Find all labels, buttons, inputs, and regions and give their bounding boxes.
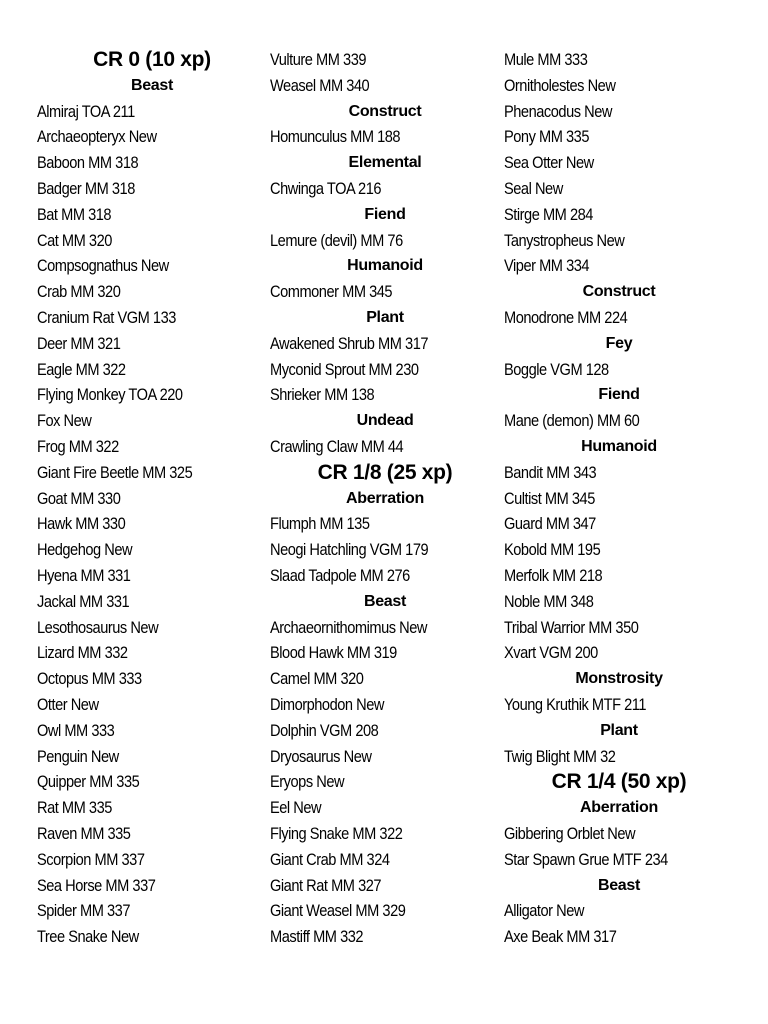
monster-entry [270, 537, 500, 563]
monster-entry-text: Boggle VGM 128 [504, 359, 609, 379]
monster-entry-text: Scorpion MM 337 [37, 849, 145, 869]
monster-entry-text: Phenacodus New [504, 101, 612, 121]
monster-entry [37, 305, 267, 331]
monster-entry-text: Axe Beak MM 317 [504, 927, 617, 947]
monster-entry [504, 228, 734, 254]
cr-heading: CR 1/4 (50 xp) [551, 770, 687, 794]
monster-entry-text: Awakened Shrub MM 317 [270, 333, 429, 353]
monster-entry-text: Baboon MM 318 [37, 153, 139, 173]
monster-entry-text: Crab MM 320 [37, 282, 121, 302]
monster-entry-text: Octopus MM 333 [37, 669, 142, 689]
monster-entry [37, 253, 267, 279]
monster-entry-text: Sea Horse MM 337 [37, 875, 156, 895]
monster-entry-text: Bandit MM 343 [504, 462, 597, 482]
monster-entry-text: Blood Hawk MM 319 [270, 643, 397, 663]
monster-entry [37, 124, 267, 150]
monster-entry [37, 176, 267, 202]
monster-entry [37, 511, 267, 537]
monster-entry [270, 228, 500, 254]
monster-entry [37, 795, 267, 821]
monster-entry [504, 460, 734, 486]
monster-entry-text: Alligator New [504, 901, 584, 921]
monster-entry-text: Ornitholestes New [504, 75, 616, 95]
monster-entry [37, 331, 267, 357]
monster-entry-text: Cat MM 320 [37, 230, 112, 250]
monster-entry-text: Flumph MM 135 [270, 514, 370, 534]
monster-entry-text: Archaeornithomimus New [270, 617, 427, 637]
monster-entry-text: Weasel MM 340 [270, 75, 370, 95]
monster-entry [37, 615, 267, 641]
monster-entry [270, 124, 500, 150]
monster-entry-text: Guard MM 347 [504, 514, 596, 534]
monster-entry [37, 666, 267, 692]
monster-entry-text: Homunculus MM 188 [270, 127, 401, 147]
monster-entry-text: Penguin New [37, 746, 119, 766]
monster-entry-text: Spider MM 337 [37, 901, 130, 921]
monster-entry-text: Otter New [37, 694, 99, 714]
category-heading: Fiend [598, 386, 640, 404]
monster-entry [504, 357, 734, 383]
monster-entry-text: Xvart VGM 200 [504, 643, 598, 663]
monster-entry-text: Eagle MM 322 [37, 359, 126, 379]
monster-entry [37, 563, 267, 589]
monster-entry [37, 924, 267, 950]
monster-entry [504, 589, 734, 615]
monster-entry-text: Shrieker MM 138 [270, 385, 375, 405]
monster-entry-text: Star Spawn Grue MTF 234 [504, 849, 668, 869]
category-heading: Elemental [348, 154, 422, 172]
category-heading: Aberration [346, 489, 424, 507]
monster-entry-text: Raven MM 335 [37, 823, 131, 843]
monster-entry [270, 718, 500, 744]
column-3 [504, 47, 734, 950]
monster-entry [270, 666, 500, 692]
category-heading: Construct [348, 102, 422, 120]
monster-entry-text: Cultist MM 345 [504, 488, 595, 508]
monster-entry-text: Dryosaurus New [270, 746, 372, 766]
monster-entry [504, 150, 734, 176]
monster-entry-text: Kobold MM 195 [504, 540, 601, 560]
monster-entry-text: Deer MM 321 [37, 333, 121, 353]
monster-entry-text: Stirge MM 284 [504, 204, 593, 224]
monster-entry [270, 357, 500, 383]
monster-entry-text: Seal New [504, 178, 563, 198]
monster-entry-text: Neogi Hatchling VGM 179 [270, 540, 429, 560]
monster-entry [270, 821, 500, 847]
monster-entry-text: Viper MM 334 [504, 256, 590, 276]
monster-entry [270, 744, 500, 770]
category-heading: Beast [130, 76, 174, 94]
monster-entry [37, 589, 267, 615]
monster-entry-text: Owl MM 333 [37, 720, 115, 740]
monster-entry-text: Mane (demon) MM 60 [504, 411, 640, 431]
monster-entry-text: Sea Otter New [504, 153, 594, 173]
monster-entry-text: Vulture MM 339 [270, 50, 367, 69]
monster-entry-text: Crawling Claw MM 44 [270, 436, 404, 456]
monster-entry [37, 692, 267, 718]
monster-entry-text: Mastiff MM 332 [270, 927, 364, 947]
monster-entry [504, 99, 734, 125]
monster-entry [37, 486, 267, 512]
monster-entry [504, 124, 734, 150]
monster-entry [37, 769, 267, 795]
category-heading: Beast [597, 876, 641, 894]
monster-entry [504, 744, 734, 770]
monster-entry-text: Tribal Warrior MM 350 [504, 617, 639, 637]
monster-entry [504, 511, 734, 537]
category-heading: Construct [582, 283, 656, 301]
monster-entry [37, 150, 267, 176]
monster-entry-text: Noble MM 348 [504, 591, 594, 611]
monster-entry [504, 73, 734, 99]
monster-entry [504, 486, 734, 512]
monster-entry-text: Lemure (devil) MM 76 [270, 230, 403, 250]
monster-entry-text: Fox New [37, 411, 92, 431]
monster-entry [270, 924, 500, 950]
monster-entry-text: Badger MM 318 [37, 178, 135, 198]
monster-entry-text: Compsognathus New [37, 256, 169, 276]
monster-entry [37, 99, 267, 125]
monster-entry-text: Commoner MM 345 [270, 282, 393, 302]
monster-entry [504, 924, 734, 950]
monster-entry [504, 847, 734, 873]
monster-entry [270, 176, 500, 202]
monster-entry-text: Hawk MM 330 [37, 514, 126, 534]
monster-entry [270, 615, 500, 641]
monster-entry [270, 47, 500, 73]
monster-entry-text: Mule MM 333 [504, 50, 588, 69]
monster-entry-text: Giant Rat MM 327 [270, 875, 382, 895]
monster-entry [37, 898, 267, 924]
monster-entry-text: Gibbering Orblet New [504, 823, 636, 843]
monster-entry-text: Bat MM 318 [37, 204, 112, 224]
monster-entry [37, 357, 267, 383]
monster-entry [270, 434, 500, 460]
monster-entry [504, 176, 734, 202]
cr-heading: CR 0 (10 xp) [93, 48, 211, 71]
monster-entry [504, 898, 734, 924]
monster-entry-text: Eryops New [270, 772, 345, 792]
column-2 [270, 47, 500, 950]
monster-entry [37, 382, 267, 408]
category-heading: Humanoid [347, 257, 423, 275]
monster-entry [504, 821, 734, 847]
monster-entry [37, 744, 267, 770]
monster-entry-text: Monodrone MM 224 [504, 307, 628, 327]
monster-entry [270, 563, 500, 589]
monster-entry [37, 408, 267, 434]
monster-entry [270, 73, 500, 99]
monster-entry [270, 692, 500, 718]
category-heading: Monstrosity [575, 670, 663, 688]
monster-entry-text: Tree Snake New [37, 927, 139, 947]
monster-entry-text: Lizard MM 332 [37, 643, 128, 663]
monster-entry [37, 279, 267, 305]
monster-entry-text: Dimorphodon New [270, 694, 384, 714]
monster-entry [504, 615, 734, 641]
monster-entry-text: Frog MM 322 [37, 436, 119, 456]
monster-entry [37, 228, 267, 254]
category-heading: Humanoid [581, 437, 657, 455]
category-heading: Fey [605, 334, 633, 352]
monster-entry-text: Hedgehog New [37, 540, 133, 560]
monster-entry-text: Giant Weasel MM 329 [270, 901, 406, 921]
monster-entry [504, 47, 734, 73]
monster-entry-text: Young Kruthik MTF 211 [504, 694, 647, 714]
monster-entry-text: Eel New [270, 798, 322, 818]
monster-entry-text: Pony MM 335 [504, 127, 590, 147]
monster-entry-text: Dolphin VGM 208 [270, 720, 379, 740]
monster-entry [37, 537, 267, 563]
monster-entry [504, 640, 734, 666]
monster-entry [270, 847, 500, 873]
monster-entry [37, 718, 267, 744]
category-heading: Undead [356, 412, 414, 430]
monster-entry-text: Merfolk MM 218 [504, 565, 603, 585]
monster-entry-text: Quipper MM 335 [37, 772, 140, 792]
monster-entry [504, 563, 734, 589]
column-1 [37, 47, 267, 950]
category-heading: Plant [366, 308, 404, 326]
monster-entry-text: Rat MM 335 [37, 798, 112, 818]
monster-entry-text: Myconid Sprout MM 230 [270, 359, 419, 379]
monster-entry-text: Camel MM 320 [270, 669, 364, 689]
monster-entry [270, 331, 500, 357]
monster-entry-text: Giant Fire Beetle MM 325 [37, 462, 193, 482]
monster-entry [504, 692, 734, 718]
monster-entry [37, 821, 267, 847]
category-heading: Plant [600, 721, 638, 739]
monster-entry [37, 847, 267, 873]
monster-entry [270, 279, 500, 305]
monster-entry [270, 382, 500, 408]
category-heading: Aberration [580, 799, 658, 817]
monster-entry-text: Slaad Tadpole MM 276 [270, 565, 410, 585]
monster-entry [270, 511, 500, 537]
monster-entry-text: Twig Blight MM 32 [504, 746, 616, 766]
monster-entry [37, 434, 267, 460]
monster-entry-text: Flying Snake MM 322 [270, 823, 403, 843]
monster-entry-text: Tanystropheus New [504, 230, 625, 250]
category-heading: Beast [363, 592, 407, 610]
monster-entry [37, 640, 267, 666]
monster-entry-text: Lesothosaurus New [37, 617, 159, 637]
monster-entry [504, 305, 734, 331]
monster-entry-text: Jackal MM 331 [37, 591, 130, 611]
monster-entry [270, 640, 500, 666]
monster-entry [270, 795, 500, 821]
monster-entry [270, 898, 500, 924]
monster-entry-text: Almiraj TOA 211 [37, 101, 135, 121]
monster-entry [37, 873, 267, 899]
monster-entry [504, 537, 734, 563]
monster-entry [37, 202, 267, 228]
monster-entry [504, 408, 734, 434]
monster-entry [270, 873, 500, 899]
monster-entry-text: Giant Crab MM 324 [270, 849, 390, 869]
monster-entry [270, 769, 500, 795]
monster-entry [504, 202, 734, 228]
monster-entry [37, 460, 267, 486]
monster-entry [504, 253, 734, 279]
monster-entry-text: Flying Monkey TOA 220 [37, 385, 183, 405]
monster-entry-text: Cranium Rat VGM 133 [37, 307, 176, 327]
monster-entry-text: Chwinga TOA 216 [270, 178, 382, 198]
monster-entry-text: Archaeopteryx New [37, 127, 157, 147]
cr-heading: CR 1/8 (25 xp) [317, 460, 453, 484]
monster-entry-text: Hyena MM 331 [37, 565, 131, 585]
category-heading: Fiend [364, 205, 406, 223]
monster-entry-text: Goat MM 330 [37, 488, 121, 508]
